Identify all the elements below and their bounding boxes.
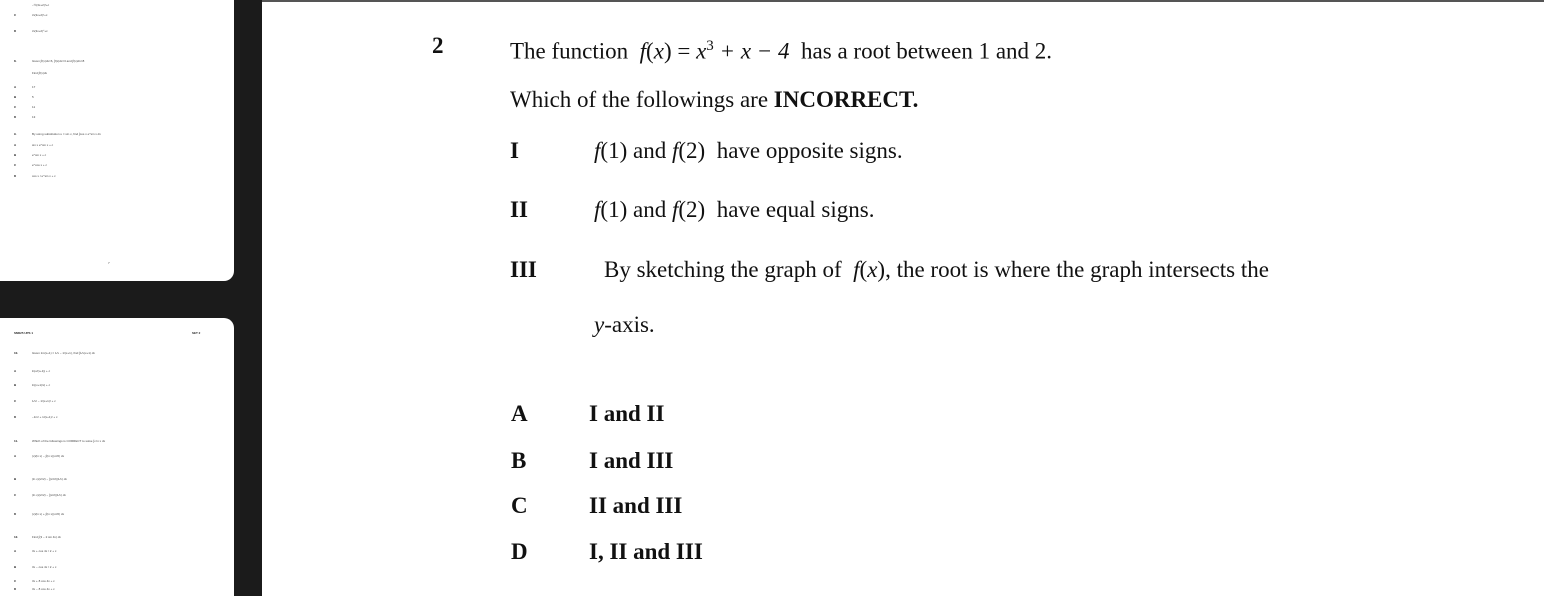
thumb-line-text: Find ∫(3 − 2 sin 4x) dx — [32, 535, 61, 539]
statement-2-label: II — [510, 197, 528, 222]
thumb-line-text: 3x + cos 4x / 2 + c — [32, 549, 57, 553]
thumb-line-number: A — [14, 369, 17, 373]
question-number: 2 — [432, 33, 444, 58]
thumb-line-text: e^cos x + c — [32, 163, 47, 167]
thumb-line-number: C — [14, 105, 17, 109]
thumb-line-number: A — [14, 549, 17, 553]
thumb-line-number: 12. — [14, 535, 19, 539]
thumb-line-number: B — [14, 565, 17, 569]
thumb-line-text: sin x e^sin x + c — [32, 143, 54, 147]
thumb-line-text: ln|(x+1)/x| + c — [32, 383, 51, 387]
page-thumbnail-panel[interactable] — [0, 0, 262, 596]
statement-1-label: I — [510, 138, 519, 163]
question-prompt — [510, 86, 918, 114]
fn-rhs-rest: + x − 4 — [719, 38, 790, 64]
fn-rhs-exponent: 3 — [706, 38, 714, 54]
thumb-line-text: e^sin x + c — [32, 153, 47, 157]
thumb-line-text: cos x / e^sin x + c — [32, 174, 56, 178]
top-border — [262, 0, 1544, 2]
fn-var: x — [653, 38, 664, 64]
thumb-line-number: A — [14, 454, 17, 458]
thumb-line-number: D — [14, 174, 17, 178]
option-b-text: I and III — [589, 448, 674, 473]
thumb-line-number: 8. — [14, 59, 17, 63]
statement-3-text: By sketching the graph of f(x), the root is where the graph intersects the — [604, 257, 1269, 282]
thumb-line-text: (x)(ln x) − ∫(ln x)(x²/2) dx — [32, 454, 65, 458]
thumb-header-right: SET 2 — [192, 331, 201, 335]
thumb-line-number: B — [14, 383, 17, 387]
thumb-line-text: ⅓(3x+2)³+c — [32, 13, 48, 17]
thumb-line-number: 10. — [14, 351, 19, 355]
thumb-line-text: (x)(ln x) + ∫(ln x)(x²/2) dx — [32, 512, 65, 516]
thumb-line-text: (ln x)(x²/2) − ∫(x²/2)(1/x) dx — [32, 477, 67, 481]
thumb-line-text: 5 — [32, 95, 34, 99]
statement-2-text: f(1) and f(2) have equal signs. — [594, 197, 875, 222]
thumb-line-text: 3x + 8 cos 4x + c — [32, 579, 55, 583]
thumb-line-text: 3x − cos 4x / 2 + c — [32, 565, 57, 569]
fn-rhs-x: x — [696, 38, 707, 64]
option-d-letter: D — [511, 539, 528, 564]
option-a-letter: A — [511, 401, 528, 426]
thumb-line-number: C — [14, 579, 17, 583]
thumb-line-text: −1/x² + 1/(x+1)² + c — [32, 415, 58, 419]
thumb-line-number: D — [14, 415, 17, 419]
thumb-line-text: Which of the followings is CORRECT to solve ∫x ln x dx — [32, 439, 106, 443]
thumb-page-number: 7 — [108, 261, 110, 265]
thumb-line-number: B — [14, 95, 17, 99]
thumb-line-text: ln|x/(x+1)| + c — [32, 369, 51, 373]
thumb-line-text: −½(3x+2)³+c — [32, 3, 50, 7]
question-stem: The function $f(x) = x^3 + x - 4$ has a root between 1 and 2. — [510, 38, 1053, 64]
statement-3-line2: y-axis. — [594, 312, 655, 337]
option-d-text: I, II and III — [589, 539, 703, 564]
thumb-line-text: Find ∫f(x)dx — [32, 71, 47, 75]
page-thumbnail-current[interactable] — [0, 318, 234, 596]
thumb-line-number: D — [14, 29, 17, 33]
thumb-line-number: D — [14, 587, 17, 591]
statement-1-text: f(1) and f(2) have opposite signs. — [594, 138, 903, 163]
thumb-line-number: A — [14, 143, 17, 147]
thumb-line-text: Given ∫f(x)dx=6, ∫f(x)dx=3 and ∫f(x)dx=8 — [32, 59, 85, 63]
page-thumbnail-previous[interactable] — [0, 0, 234, 281]
thumb-line-text: 3x − 8 cos 4x + c — [32, 587, 55, 591]
thumb-line-number: B — [14, 153, 17, 157]
thumb-line-text: 11 — [32, 105, 36, 109]
thumb-line-text: By using substitution u = sin x, find ∫cos x e^sin x dx — [32, 132, 101, 136]
thumb-line-text: 13 — [32, 115, 36, 119]
prompt-start: Which of the followings are — [510, 87, 774, 112]
thumb-line-number: B — [14, 477, 17, 481]
stem-intro: The function — [510, 38, 629, 64]
option-c-letter: C — [511, 493, 528, 518]
thumb-line-text: (ln x)(x²/2) − ∫(x/2)(1/x) dx — [32, 493, 66, 497]
option-c-text: II and III — [589, 493, 683, 518]
thumb-line-number: C — [14, 13, 17, 17]
option-b-letter: B — [511, 448, 527, 473]
thumb-line-number: C — [14, 399, 17, 403]
thumb-line-number: 11. — [14, 439, 19, 443]
thumb-line-number: D — [14, 512, 17, 516]
thumb-line-number: 9. — [14, 132, 17, 136]
fn-name: f — [639, 38, 647, 64]
thumb-line-text: 1/x² − 1/(x+1)² + c — [32, 399, 56, 403]
thumb-line-text: ⅓(3x+2)⁴+c — [32, 29, 48, 33]
thumb-line-number: C — [14, 493, 17, 497]
thumb-line-text: 17 — [32, 85, 36, 89]
thumb-line-number: D — [14, 115, 17, 119]
stem-tail: has a root between 1 and 2. — [801, 38, 1053, 64]
option-a-text: I and II — [589, 401, 665, 426]
prompt-emphasis: INCORRECT. — [773, 87, 919, 112]
thumb-line-text: Given 1/x(x+1) = 1/x − 1/(x+1), find ∫1/x(x+1) dx — [32, 351, 95, 355]
thumb-header-left: SM025 UPS 1 — [14, 331, 34, 335]
thumb-line-number: C — [14, 163, 17, 167]
thumb-line-number: A — [14, 85, 17, 89]
statement-3-label: III — [510, 257, 537, 282]
